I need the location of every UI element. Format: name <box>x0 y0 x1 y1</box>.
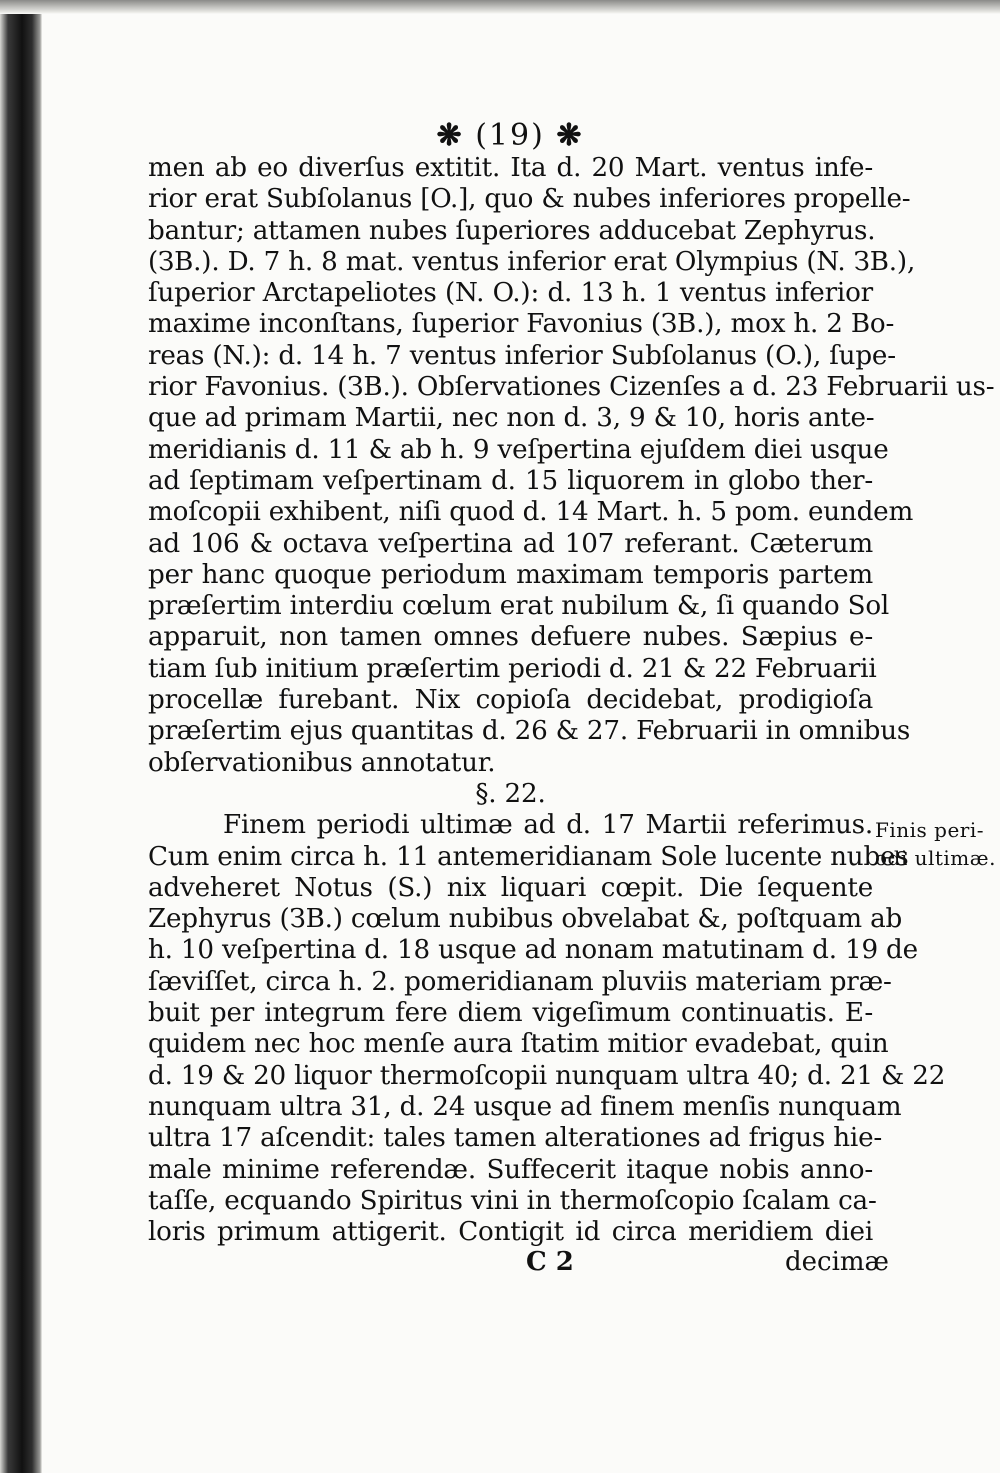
text-line: h. 10 veſpertina d. 18 usque ad nonam matutinam d. 19 de <box>148 935 918 966</box>
text-line: reas (N.): d. 14 h. 7 ventus inferior Subſolanus (O.), ſupe- <box>148 340 896 371</box>
text-line: ad 106 & octava veſpertina ad 107 referant. Cæterum <box>148 528 873 559</box>
page-top-shadow <box>0 0 1000 14</box>
book-binding-edge <box>0 0 42 1473</box>
marginal-note-line: Finis peri- <box>875 818 985 842</box>
text-line: rior erat Subſolanus [O.], quo & nubes inferiores propelle- <box>148 184 911 215</box>
text-line: male minime referendæ. Suffecerit itaque nobis anno- <box>148 1154 873 1185</box>
marginal-note-line: odi ultimæ. <box>875 846 996 870</box>
text-line: quidem nec hoc menſe aura ſtatim mitior evadebat, quin <box>148 1029 889 1060</box>
text-line: que ad primam Martii, nec non d. 3, 9 & 10, horis ante- <box>148 403 875 434</box>
text-line: Zephyrus (ЗB.) cœlum nubibus obvelabat &, poſtquam ab <box>148 904 903 935</box>
ornament-star-icon: ❋ <box>436 118 464 153</box>
signature-mark: C 2 <box>526 1247 574 1277</box>
text-line: tiam ſub initium præſertim periodi d. 21 & 22 Februarii <box>148 653 877 684</box>
text-line: bantur; attamen nubes ſuperiores adducebat Zephyrus. <box>148 215 876 246</box>
text-line: maxime inconſtans, ſuperior Favonius (ЗB.), mox h. 2 Bo- <box>148 309 895 340</box>
text-line: rior Favonius. (ЗB.). Obſervationes Cizenſes a d. 23 Februarii us- <box>148 372 995 403</box>
text-line: taſſe, ecquando Spiritus vini in thermoſcopio ſcalam ca- <box>148 1185 877 1216</box>
text-line: apparuit, non tamen omnes defuere nubes. Sæpius e- <box>148 622 873 653</box>
paragraph-first-line: Finem periodi ultimæ ad d. 17 Martii referimus. <box>223 810 873 841</box>
page-number: (19) <box>475 118 545 153</box>
text-line: men ab eo diverſus extitit. Ita d. 20 Mart. ventus infe- <box>148 153 873 183</box>
text-line: loris primum attigerit. Contigit id circa meridiem diei <box>148 1217 873 1248</box>
marginal-note <box>875 816 1000 872</box>
text-line: adveheret Notus (S.) nix liquari cœpit. Die ſequente <box>148 872 873 903</box>
text-line: obſervationibus annotatur. <box>148 747 496 778</box>
text-line: per hanc quoque periodum maximam temporis partem <box>148 559 873 590</box>
text-line: Cum enim circa h. 11 antemeridianam Sole lucente nubes <box>148 841 909 872</box>
text-line: præſertim ejus quantitas d. 26 & 27. Februarii in omnibus <box>148 716 911 747</box>
text-line: procellæ furebant. Nix copioſa decidebat, prodigioſa <box>148 685 873 716</box>
page-header <box>420 118 600 153</box>
text-line: ultra 17 aſcendit: tales tamen alterationes ad frigus hie- <box>148 1123 883 1154</box>
ornament-star-icon: ❋ <box>556 118 584 153</box>
catchword: decimæ <box>785 1247 889 1277</box>
text-line: ad ſeptimam veſpertinam d. 15 liquorem in globo ther- <box>148 465 873 496</box>
text-line: ſuperior Arctapeliotes (N. O.): d. 13 h. 1 ventus inferior <box>148 278 873 309</box>
text-line: ſæviſſet, circa h. 2. pomeridianam pluviis materiam præ- <box>148 966 892 997</box>
text-line: meridianis d. 11 & ab h. 9 veſpertina ejuſdem diei usque <box>148 434 889 465</box>
text-line: d. 19 & 20 liquor thermoſcopii nunquam ultra 40; d. 21 & 22 <box>148 1060 946 1091</box>
section-mark: §. 22. <box>475 778 546 809</box>
text-line: moſcopii exhibent, niſi quod d. 14 Mart. h. 5 pom. eundem <box>148 497 914 528</box>
text-line: (ЗB.). D. 7 h. 8 mat. ventus inferior erat Olympius (N. ЗB.), <box>148 246 916 277</box>
text-line: præſertim interdiu cœlum erat nubilum &, ſi quando Sol <box>148 591 890 622</box>
text-line: buit per integrum fere diem vigeſimum continuatis. E- <box>148 998 873 1029</box>
text-line: nunquam ultra 31, d. 24 usque ad finem menſis nunquam <box>148 1091 902 1122</box>
